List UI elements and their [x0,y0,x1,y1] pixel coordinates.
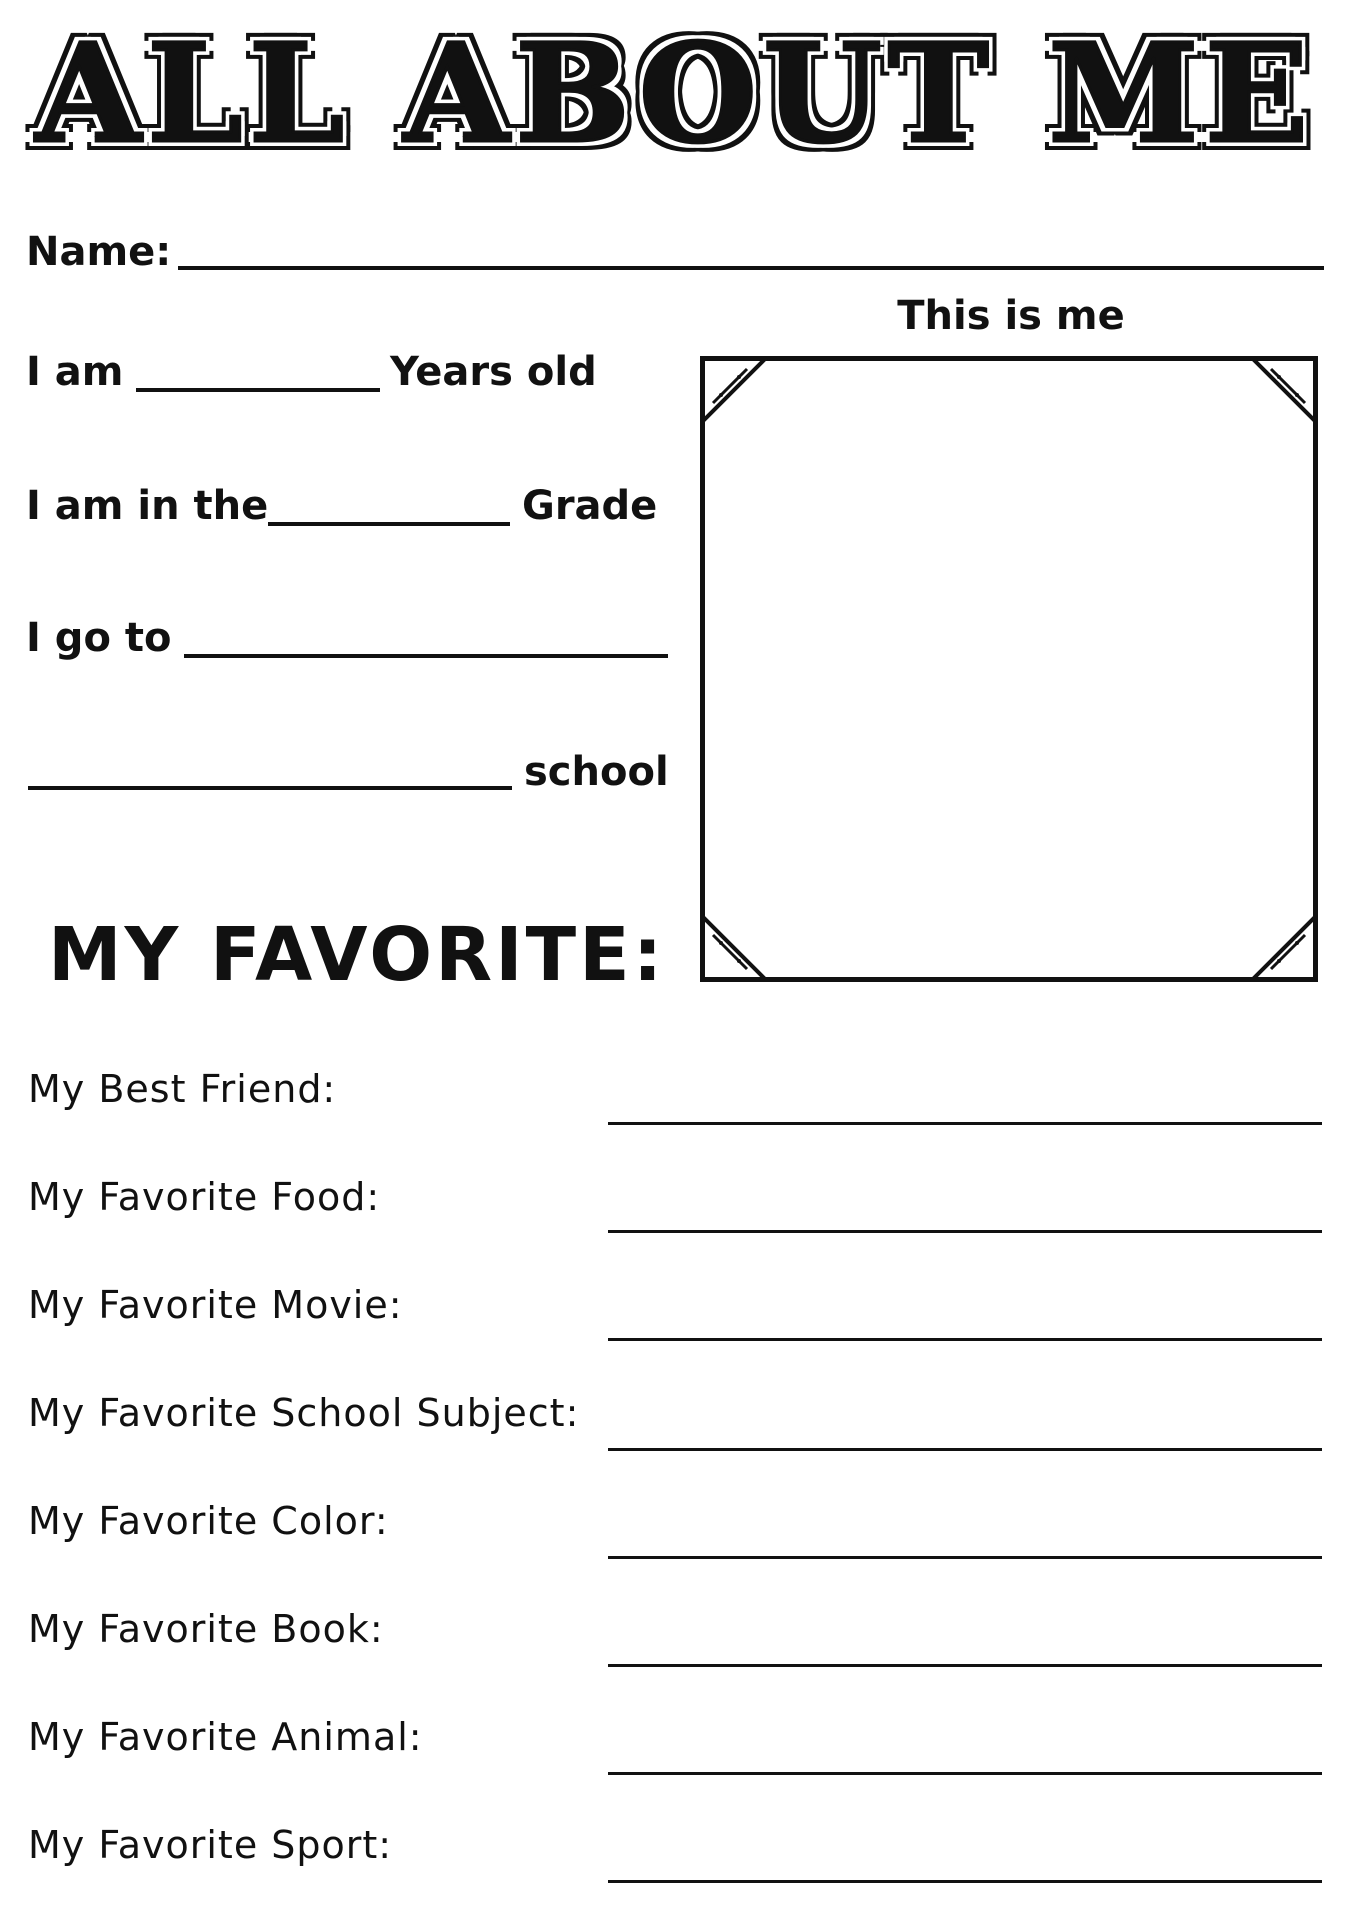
favorite-label-animal: My Favorite Animal: [28,1715,423,1759]
school-prefix: I go to [26,615,172,661]
favorite-label-movie: My Favorite Movie: [28,1283,403,1327]
favorite-line-best-friend[interactable] [608,1122,1322,1125]
school-line-1[interactable] [184,654,668,658]
favorite-line-animal[interactable] [608,1772,1322,1775]
favorite-label-food: My Favorite Food: [28,1175,381,1219]
favorite-label-sport: My Favorite Sport: [28,1823,393,1867]
grade-line[interactable] [268,522,510,526]
favorite-label-school-subject: My Favorite School Subject: [28,1391,580,1435]
page-title: ALL ABOUT ME [35,14,1315,174]
school-suffix: school [524,749,669,795]
favorite-line-food[interactable] [608,1230,1322,1233]
favorite-line-movie[interactable] [608,1338,1322,1341]
photo-corner-icon [1249,913,1315,979]
photo-caption: This is me [897,293,1125,339]
favorite-label-book: My Favorite Book: [28,1607,384,1651]
favorite-label-best-friend: My Best Friend: [28,1067,337,1111]
age-suffix: Years old [390,349,597,395]
age-line[interactable] [136,388,380,392]
name-label: Name: [26,229,172,275]
favorite-line-sport[interactable] [608,1880,1322,1883]
favorites-heading: MY FAVORITE: [48,912,666,998]
favorite-line-color[interactable] [608,1556,1322,1559]
name-line[interactable] [178,266,1324,270]
favorite-line-book[interactable] [608,1664,1322,1667]
photo-frame[interactable] [700,356,1318,982]
age-prefix: I am [26,349,124,395]
favorite-label-color: My Favorite Color: [28,1499,389,1543]
photo-corner-icon [703,359,769,425]
school-line-2[interactable] [28,786,512,790]
grade-prefix: I am in the [26,483,269,529]
favorite-line-school-subject[interactable] [608,1448,1322,1451]
photo-corner-icon [703,913,769,979]
grade-suffix: Grade [522,483,658,529]
photo-corner-icon [1249,359,1315,425]
